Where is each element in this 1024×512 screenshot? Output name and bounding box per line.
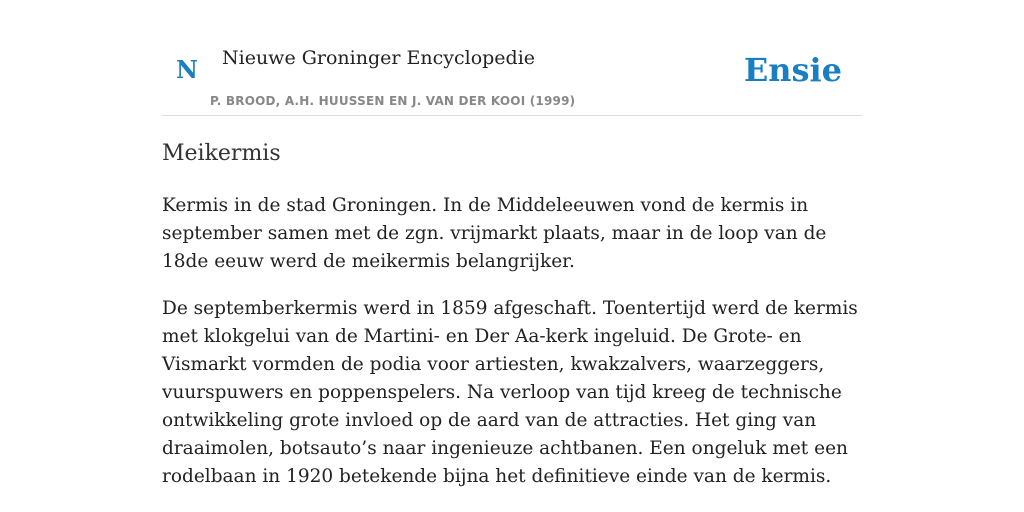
entry-paragraph: De septemberkermis werd in 1859 afgeschaft. Toentertijd werd de kermis met klokgelui van de Martini- en Der Aa-kerk ingeluid. De Grote- en Vismarkt vormden de podia voor artiesten, kwakzalvers, waarzeggers, vuurspuwers en poppenspelers. Na verloop van tijd kreeg de technische ontwikkeling grote invloed op de aard van de attracties. Het ging van draaimolen, botsauto’s naar ingenieuze achtbanen. Een ongeluk met een rodelbaan in 1920 betekende bijna het definitieve einde van de kermis.	[162, 298, 858, 487]
page-container	[162, 0, 862, 487]
encyclopedia-authors: P. BROOD, A.H. HUUSSEN EN J. VAN DER KOOI (1999)	[210, 94, 576, 108]
entry-title: Meikermis	[162, 141, 281, 166]
entry-body	[162, 192, 867, 510]
entry-paragraph: Kermis in de stad Groningen. In de Middeleeuwen vond de kermis in september samen met de zgn. vrijmarkt plaats, maar in de loop van de 18de eeuw werd de meikermis belangrijker.	[162, 195, 827, 272]
encyclopedia-logo[interactable]: N	[176, 55, 198, 84]
encyclopedia-title[interactable]: Nieuwe Groninger Encyclopedie	[222, 47, 536, 69]
ensie-brand-logo[interactable]: Ensie	[743, 51, 842, 89]
header	[162, 0, 862, 116]
